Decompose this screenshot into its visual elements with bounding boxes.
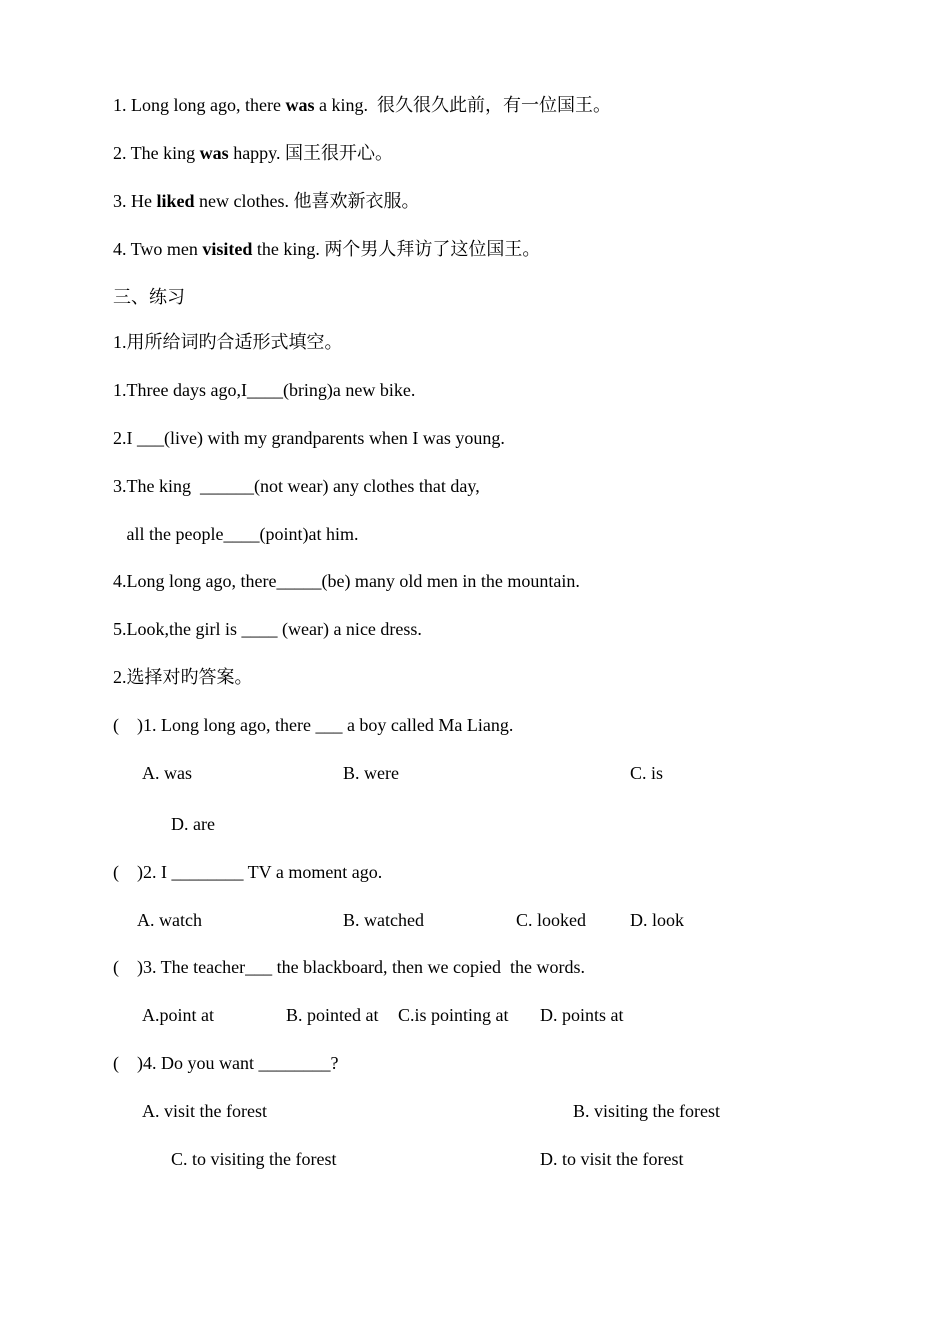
q4-option-a: A. visit the forest [142,1101,267,1121]
fill-blank-item: 5.Look,the girl is ____ (wear) a nice dress. [113,619,422,639]
q1-option-b: B. were [343,763,399,783]
q2-option-a: A. watch [137,910,202,930]
example-sentence-2: 2. The king was happy. 国王很开心。 [113,143,394,163]
fill-blank-item: 2.I ___(live) with my grandparents when I was young. [113,428,505,448]
q4-option-d: D. to visit the forest [540,1149,684,1169]
q2-option-d: D. look [630,910,684,930]
q1-option-c: C. is [630,763,664,783]
q4-option-b: B. visiting the forest [573,1101,720,1121]
q3-option-c: C.is pointing at [398,1005,509,1025]
q1-option-a: A. was [142,763,192,783]
fill-blank-item: all the people____(point)at him. [113,524,359,544]
q3-option-b: B. pointed at [286,1005,379,1025]
question-stem-3: ( )3. The teacher___ the blackboard, then we copied the words. [113,957,585,977]
fill-blank-item: 3.The king ______(not wear) any clothes that day, [113,476,480,496]
question-stem-2: ( )2. I ________ TV a moment ago. [113,862,383,882]
question-stem-4: ( )4. Do you want ________? [113,1053,339,1073]
q1-option-d: D. are [171,814,215,834]
fill-blank-item: 4.Long long ago, there_____(be) many old men in the mountain. [113,571,580,591]
q2-option-c: C. looked [516,910,586,930]
q2-option-b: B. watched [343,910,424,930]
section-title: 三、练习 [113,287,185,307]
example-sentence-4: 4. Two men visited the king. 两个男人拜访了这位国王。 [113,239,541,259]
q3-option-a: A.point at [142,1005,214,1025]
question-stem-1: ( )1. Long long ago, there ___ a boy called Ma Liang. [113,715,514,735]
part2-title: 2.选择对旳答案。 [113,667,253,687]
part1-title: 1.用所给词旳合适形式填空。 [113,332,343,352]
example-sentence-3: 3. He liked new clothes. 他喜欢新衣服。 [113,191,420,211]
example-sentence-1: 1. Long long ago, there was a king. 很久很久此前，有一位国王。 [113,95,611,115]
fill-blank-item: 1.Three days ago,I____(bring)a new bike. [113,380,416,400]
q3-option-d: D. points at [540,1005,624,1025]
q4-option-c: C. to visiting the forest [171,1149,337,1169]
